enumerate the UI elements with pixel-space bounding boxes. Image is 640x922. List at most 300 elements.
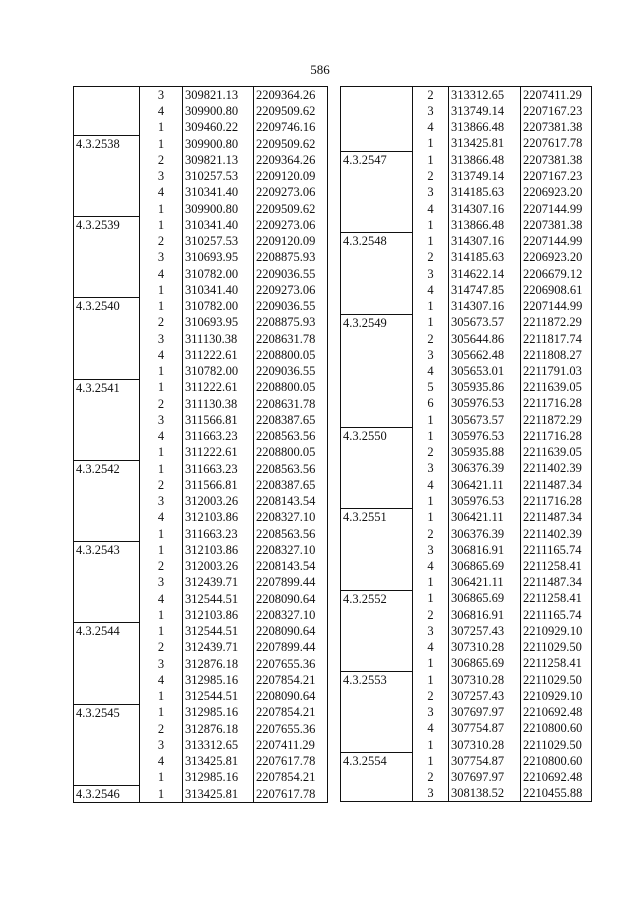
section-number-cell bbox=[74, 331, 140, 347]
point-number-cell: 4 bbox=[413, 119, 449, 135]
section-number-cell bbox=[341, 200, 413, 216]
point-number-cell: 1 bbox=[140, 135, 183, 152]
y-coordinate-cell: 2208090.64 bbox=[254, 688, 328, 704]
x-coordinate-cell: 311130.38 bbox=[183, 396, 254, 412]
table-row bbox=[341, 525, 592, 541]
section-number-cell bbox=[341, 395, 413, 411]
table-row bbox=[341, 363, 592, 379]
point-number-cell: 2 bbox=[413, 688, 449, 704]
x-coordinate-cell: 313749.14 bbox=[449, 168, 521, 184]
point-number-cell: 4 bbox=[140, 509, 183, 525]
x-coordinate-cell: 306865.69 bbox=[449, 558, 521, 574]
section-number-cell bbox=[341, 607, 413, 623]
point-number-cell: 2 bbox=[413, 168, 449, 184]
y-coordinate-cell: 2206923.20 bbox=[521, 184, 592, 200]
point-number-cell: 2 bbox=[140, 721, 183, 737]
point-number-cell: 4 bbox=[140, 753, 183, 769]
y-coordinate-cell: 2207411.29 bbox=[521, 87, 592, 104]
section-number-cell bbox=[74, 428, 140, 444]
x-coordinate-cell: 312544.51 bbox=[183, 591, 254, 607]
x-coordinate-cell: 307310.28 bbox=[449, 671, 521, 688]
x-coordinate-cell: 305976.53 bbox=[449, 428, 521, 445]
point-number-cell: 6 bbox=[413, 395, 449, 411]
table-row bbox=[74, 200, 328, 216]
point-number-cell: 3 bbox=[413, 460, 449, 476]
point-number-cell: 1 bbox=[413, 412, 449, 428]
section-number-cell bbox=[341, 737, 413, 753]
point-number-cell: 2 bbox=[413, 331, 449, 347]
table-row bbox=[341, 184, 592, 200]
section-number-cell bbox=[74, 347, 140, 363]
y-coordinate-cell: 2209509.62 bbox=[254, 200, 328, 216]
section-number-cell bbox=[341, 542, 413, 558]
point-number-cell: 3 bbox=[140, 168, 183, 184]
section-number-cell bbox=[341, 720, 413, 736]
y-coordinate-cell: 2209273.06 bbox=[254, 184, 328, 200]
y-coordinate-cell: 2207655.36 bbox=[254, 721, 328, 737]
section-number-cell: 4.3.2553 bbox=[341, 671, 413, 688]
point-number-cell: 4 bbox=[140, 672, 183, 688]
table-row bbox=[74, 379, 328, 396]
table-row bbox=[74, 493, 328, 509]
section-number-cell: 4.3.2546 bbox=[74, 785, 140, 802]
table-row bbox=[341, 460, 592, 476]
y-coordinate-cell: 2207167.23 bbox=[521, 103, 592, 119]
y-coordinate-cell: 2211791.03 bbox=[521, 363, 592, 379]
table-row bbox=[341, 639, 592, 655]
x-coordinate-cell: 310257.53 bbox=[183, 233, 254, 249]
table-row bbox=[74, 119, 328, 135]
y-coordinate-cell: 2207381.38 bbox=[521, 217, 592, 233]
table-row bbox=[74, 688, 328, 704]
table-row bbox=[341, 135, 592, 151]
y-coordinate-cell: 2208800.05 bbox=[254, 347, 328, 363]
x-coordinate-cell: 312544.51 bbox=[183, 623, 254, 640]
section-number-cell bbox=[74, 672, 140, 688]
y-coordinate-cell: 2210929.10 bbox=[521, 623, 592, 639]
table-row bbox=[74, 721, 328, 737]
point-number-cell: 2 bbox=[140, 233, 183, 249]
table-row bbox=[74, 477, 328, 493]
table-row bbox=[74, 103, 328, 119]
point-number-cell: 1 bbox=[140, 298, 183, 315]
x-coordinate-cell: 310782.00 bbox=[183, 298, 254, 315]
point-number-cell: 4 bbox=[413, 639, 449, 655]
point-number-cell: 1 bbox=[413, 590, 449, 607]
x-coordinate-cell: 311222.61 bbox=[183, 347, 254, 363]
table-row bbox=[74, 363, 328, 379]
section-number-cell bbox=[341, 688, 413, 704]
x-coordinate-cell: 307697.97 bbox=[449, 704, 521, 720]
table-row bbox=[74, 509, 328, 525]
section-number-cell bbox=[74, 574, 140, 590]
y-coordinate-cell: 2208327.10 bbox=[254, 509, 328, 525]
section-number-cell bbox=[341, 184, 413, 200]
y-coordinate-cell: 2209036.55 bbox=[254, 298, 328, 315]
point-number-cell: 4 bbox=[140, 184, 183, 200]
table-row bbox=[341, 671, 592, 688]
table-row bbox=[341, 769, 592, 785]
section-number-cell: 4.3.2549 bbox=[341, 314, 413, 331]
point-number-cell: 1 bbox=[413, 217, 449, 233]
y-coordinate-cell: 2207167.23 bbox=[521, 168, 592, 184]
point-number-cell: 1 bbox=[140, 460, 183, 477]
x-coordinate-cell: 305662.48 bbox=[449, 347, 521, 363]
y-coordinate-cell: 2208387.65 bbox=[254, 477, 328, 493]
y-coordinate-cell: 2209746.16 bbox=[254, 119, 328, 135]
point-number-cell: 3 bbox=[140, 331, 183, 347]
x-coordinate-cell: 306421.11 bbox=[449, 509, 521, 526]
y-coordinate-cell: 2209273.06 bbox=[254, 217, 328, 234]
point-number-cell: 1 bbox=[413, 135, 449, 151]
section-number-cell bbox=[74, 412, 140, 428]
point-number-cell: 1 bbox=[413, 574, 449, 590]
y-coordinate-cell: 2211029.50 bbox=[521, 671, 592, 688]
point-number-cell: 1 bbox=[140, 688, 183, 704]
section-number-cell bbox=[74, 168, 140, 184]
y-coordinate-cell: 2207381.38 bbox=[521, 119, 592, 135]
x-coordinate-cell: 307257.43 bbox=[449, 623, 521, 639]
table-row bbox=[74, 282, 328, 298]
y-coordinate-cell: 2211487.34 bbox=[521, 509, 592, 526]
table-row bbox=[341, 558, 592, 574]
y-coordinate-cell: 2207854.21 bbox=[254, 704, 328, 721]
point-number-cell: 2 bbox=[140, 639, 183, 655]
point-number-cell: 1 bbox=[140, 542, 183, 559]
point-number-cell: 1 bbox=[140, 525, 183, 541]
section-number-cell bbox=[341, 119, 413, 135]
table-row bbox=[341, 87, 592, 104]
table-row bbox=[341, 119, 592, 135]
x-coordinate-cell: 306816.91 bbox=[449, 607, 521, 623]
table-row bbox=[341, 168, 592, 184]
x-coordinate-cell: 312103.86 bbox=[183, 607, 254, 623]
section-number-cell bbox=[74, 656, 140, 672]
point-number-cell: 1 bbox=[413, 493, 449, 509]
table-row bbox=[74, 769, 328, 785]
point-number-cell: 3 bbox=[413, 704, 449, 720]
table-row bbox=[341, 152, 592, 169]
x-coordinate-cell: 310257.53 bbox=[183, 168, 254, 184]
table-row bbox=[341, 200, 592, 216]
y-coordinate-cell: 2209509.62 bbox=[254, 103, 328, 119]
table-row bbox=[341, 688, 592, 704]
table-row bbox=[341, 509, 592, 526]
table-row bbox=[74, 249, 328, 265]
section-number-cell: 4.3.2548 bbox=[341, 233, 413, 250]
table-row bbox=[341, 607, 592, 623]
point-number-cell: 1 bbox=[413, 753, 449, 770]
point-number-cell: 4 bbox=[413, 477, 449, 493]
x-coordinate-cell: 313866.48 bbox=[449, 119, 521, 135]
point-number-cell: 1 bbox=[140, 623, 183, 640]
point-number-cell: 4 bbox=[413, 363, 449, 379]
y-coordinate-cell: 2209364.26 bbox=[254, 152, 328, 168]
point-number-cell: 1 bbox=[413, 314, 449, 331]
point-number-cell: 1 bbox=[140, 217, 183, 234]
x-coordinate-cell: 307310.28 bbox=[449, 737, 521, 753]
table-row bbox=[341, 217, 592, 233]
section-number-cell bbox=[74, 753, 140, 769]
x-coordinate-cell: 314622.14 bbox=[449, 266, 521, 282]
section-number-cell: 4.3.2542 bbox=[74, 460, 140, 477]
section-number-cell bbox=[341, 623, 413, 639]
x-coordinate-cell: 312985.16 bbox=[183, 704, 254, 721]
x-coordinate-cell: 314185.63 bbox=[449, 184, 521, 200]
table-row bbox=[74, 639, 328, 655]
table-row bbox=[341, 737, 592, 753]
x-coordinate-cell: 305673.57 bbox=[449, 412, 521, 428]
y-coordinate-cell: 2208143.54 bbox=[254, 558, 328, 574]
y-coordinate-cell: 2208631.78 bbox=[254, 396, 328, 412]
table-row bbox=[341, 623, 592, 639]
point-number-cell: 2 bbox=[413, 525, 449, 541]
x-coordinate-cell: 314747.85 bbox=[449, 282, 521, 298]
x-coordinate-cell: 313749.14 bbox=[449, 103, 521, 119]
section-number-cell bbox=[341, 493, 413, 509]
y-coordinate-cell: 2211716.28 bbox=[521, 493, 592, 509]
x-coordinate-cell: 313425.81 bbox=[449, 135, 521, 151]
table-row bbox=[74, 542, 328, 559]
table-row bbox=[74, 785, 328, 802]
table-row bbox=[341, 590, 592, 607]
y-coordinate-cell: 2211872.29 bbox=[521, 314, 592, 331]
y-coordinate-cell: 2207854.21 bbox=[254, 769, 328, 785]
section-number-cell bbox=[74, 444, 140, 460]
y-coordinate-cell: 2206923.20 bbox=[521, 249, 592, 265]
section-number-cell bbox=[341, 785, 413, 802]
y-coordinate-cell: 2211258.41 bbox=[521, 590, 592, 607]
x-coordinate-cell: 309900.80 bbox=[183, 103, 254, 119]
y-coordinate-cell: 2207617.78 bbox=[254, 753, 328, 769]
point-number-cell: 1 bbox=[413, 737, 449, 753]
point-number-cell: 1 bbox=[140, 282, 183, 298]
x-coordinate-cell: 306421.11 bbox=[449, 477, 521, 493]
x-coordinate-cell: 312544.51 bbox=[183, 688, 254, 704]
point-number-cell: 3 bbox=[140, 412, 183, 428]
point-number-cell: 1 bbox=[140, 704, 183, 721]
section-number-cell bbox=[341, 331, 413, 347]
table-row bbox=[74, 525, 328, 541]
y-coordinate-cell: 2208327.10 bbox=[254, 542, 328, 559]
table-row bbox=[74, 233, 328, 249]
section-number-cell bbox=[74, 639, 140, 655]
table-row bbox=[74, 217, 328, 234]
y-coordinate-cell: 2211639.05 bbox=[521, 444, 592, 460]
section-number-cell: 4.3.2540 bbox=[74, 298, 140, 315]
x-coordinate-cell: 312876.18 bbox=[183, 656, 254, 672]
table-row bbox=[341, 785, 592, 802]
point-number-cell: 2 bbox=[413, 444, 449, 460]
section-number-cell bbox=[341, 769, 413, 785]
y-coordinate-cell: 2211487.34 bbox=[521, 477, 592, 493]
page-number: 586 bbox=[310, 62, 330, 77]
y-coordinate-cell: 2207144.99 bbox=[521, 298, 592, 314]
point-number-cell: 3 bbox=[413, 542, 449, 558]
y-coordinate-cell: 2209364.26 bbox=[254, 87, 328, 104]
table-row bbox=[341, 314, 592, 331]
section-number-cell: 4.3.2551 bbox=[341, 509, 413, 526]
table-row bbox=[74, 168, 328, 184]
table-row bbox=[74, 558, 328, 574]
table-row bbox=[74, 591, 328, 607]
x-coordinate-cell: 313312.65 bbox=[449, 87, 521, 104]
section-number-cell bbox=[341, 266, 413, 282]
table-row bbox=[341, 395, 592, 411]
x-coordinate-cell: 311663.23 bbox=[183, 460, 254, 477]
section-number-cell bbox=[74, 200, 140, 216]
x-coordinate-cell: 310782.00 bbox=[183, 266, 254, 282]
point-number-cell: 3 bbox=[413, 785, 449, 802]
section-number-cell bbox=[341, 168, 413, 184]
x-coordinate-cell: 313866.48 bbox=[449, 217, 521, 233]
y-coordinate-cell: 2209509.62 bbox=[254, 135, 328, 152]
x-coordinate-cell: 307257.43 bbox=[449, 688, 521, 704]
x-coordinate-cell: 311566.81 bbox=[183, 412, 254, 428]
y-coordinate-cell: 2210800.60 bbox=[521, 720, 592, 736]
section-number-cell bbox=[74, 607, 140, 623]
y-coordinate-cell: 2208800.05 bbox=[254, 379, 328, 396]
section-number-cell: 4.3.2544 bbox=[74, 623, 140, 640]
point-number-cell: 4 bbox=[140, 591, 183, 607]
x-coordinate-cell: 310693.95 bbox=[183, 314, 254, 330]
y-coordinate-cell: 2206679.12 bbox=[521, 266, 592, 282]
y-coordinate-cell: 2207144.99 bbox=[521, 233, 592, 250]
x-coordinate-cell: 312103.86 bbox=[183, 509, 254, 525]
y-coordinate-cell: 2208090.64 bbox=[254, 591, 328, 607]
section-number-cell bbox=[74, 282, 140, 298]
section-number-cell bbox=[74, 363, 140, 379]
section-number-cell: 4.3.2539 bbox=[74, 217, 140, 234]
y-coordinate-cell: 2207144.99 bbox=[521, 200, 592, 216]
point-number-cell: 3 bbox=[140, 87, 183, 104]
point-number-cell: 4 bbox=[140, 103, 183, 119]
x-coordinate-cell: 307754.87 bbox=[449, 753, 521, 770]
x-coordinate-cell: 305673.57 bbox=[449, 314, 521, 331]
table-row bbox=[341, 542, 592, 558]
y-coordinate-cell: 2211817.74 bbox=[521, 331, 592, 347]
y-coordinate-cell: 2211165.74 bbox=[521, 607, 592, 623]
table-row bbox=[74, 347, 328, 363]
table-row bbox=[341, 266, 592, 282]
section-number-cell: 4.3.2547 bbox=[341, 152, 413, 169]
point-number-cell: 3 bbox=[140, 574, 183, 590]
x-coordinate-cell: 307310.28 bbox=[449, 639, 521, 655]
coordinate-table-left bbox=[73, 86, 328, 803]
table-row bbox=[74, 135, 328, 152]
x-coordinate-cell: 305653.01 bbox=[449, 363, 521, 379]
table-row bbox=[341, 493, 592, 509]
x-coordinate-cell: 311222.61 bbox=[183, 379, 254, 396]
section-number-cell bbox=[74, 493, 140, 509]
point-number-cell: 2 bbox=[140, 558, 183, 574]
point-number-cell: 3 bbox=[413, 184, 449, 200]
point-number-cell: 3 bbox=[413, 623, 449, 639]
y-coordinate-cell: 2211716.28 bbox=[521, 395, 592, 411]
y-coordinate-cell: 2208631.78 bbox=[254, 331, 328, 347]
point-number-cell: 1 bbox=[140, 119, 183, 135]
y-coordinate-cell: 2208563.56 bbox=[254, 460, 328, 477]
point-number-cell: 2 bbox=[413, 249, 449, 265]
point-number-cell: 5 bbox=[413, 379, 449, 395]
point-number-cell: 4 bbox=[413, 558, 449, 574]
y-coordinate-cell: 2211716.28 bbox=[521, 428, 592, 445]
point-number-cell: 4 bbox=[413, 720, 449, 736]
y-coordinate-cell: 2208387.65 bbox=[254, 412, 328, 428]
x-coordinate-cell: 306865.69 bbox=[449, 655, 521, 671]
table-row bbox=[341, 412, 592, 428]
point-number-cell: 1 bbox=[413, 655, 449, 671]
table-row bbox=[341, 233, 592, 250]
table-row bbox=[341, 704, 592, 720]
table-row bbox=[74, 607, 328, 623]
point-number-cell: 1 bbox=[413, 671, 449, 688]
point-number-cell: 3 bbox=[413, 266, 449, 282]
x-coordinate-cell: 310341.40 bbox=[183, 184, 254, 200]
point-number-cell: 1 bbox=[413, 428, 449, 445]
y-coordinate-cell: 2208875.93 bbox=[254, 314, 328, 330]
section-number-cell bbox=[341, 135, 413, 151]
y-coordinate-cell: 2210692.48 bbox=[521, 704, 592, 720]
x-coordinate-cell: 305935.88 bbox=[449, 444, 521, 460]
point-number-cell: 1 bbox=[413, 509, 449, 526]
x-coordinate-cell: 306376.39 bbox=[449, 525, 521, 541]
point-number-cell: 2 bbox=[140, 152, 183, 168]
point-number-cell: 1 bbox=[140, 785, 183, 802]
section-number-cell bbox=[341, 460, 413, 476]
section-number-cell bbox=[74, 233, 140, 249]
table-row bbox=[341, 347, 592, 363]
table-row bbox=[74, 314, 328, 330]
x-coordinate-cell: 314307.16 bbox=[449, 233, 521, 250]
y-coordinate-cell: 2211872.29 bbox=[521, 412, 592, 428]
point-number-cell: 1 bbox=[140, 363, 183, 379]
y-coordinate-cell: 2207617.78 bbox=[254, 785, 328, 802]
point-number-cell: 3 bbox=[140, 737, 183, 753]
table-row bbox=[74, 298, 328, 315]
y-coordinate-cell: 2211258.41 bbox=[521, 655, 592, 671]
x-coordinate-cell: 305976.53 bbox=[449, 493, 521, 509]
table-row bbox=[341, 103, 592, 119]
table-row bbox=[74, 152, 328, 168]
table-row bbox=[74, 574, 328, 590]
point-number-cell: 4 bbox=[413, 200, 449, 216]
point-number-cell: 1 bbox=[413, 233, 449, 250]
section-number-cell bbox=[74, 119, 140, 135]
table-row bbox=[341, 428, 592, 445]
y-coordinate-cell: 2208563.56 bbox=[254, 525, 328, 541]
table-row bbox=[74, 460, 328, 477]
x-coordinate-cell: 309460.22 bbox=[183, 119, 254, 135]
x-coordinate-cell: 312103.86 bbox=[183, 542, 254, 559]
x-coordinate-cell: 314185.63 bbox=[449, 249, 521, 265]
x-coordinate-cell: 305644.86 bbox=[449, 331, 521, 347]
table-row bbox=[74, 412, 328, 428]
y-coordinate-cell: 2206908.61 bbox=[521, 282, 592, 298]
table-row bbox=[341, 655, 592, 671]
section-number-cell bbox=[341, 477, 413, 493]
coordinate-table-right bbox=[340, 86, 592, 802]
point-number-cell: 4 bbox=[140, 347, 183, 363]
section-number-cell bbox=[341, 347, 413, 363]
y-coordinate-cell: 2207617.78 bbox=[521, 135, 592, 151]
x-coordinate-cell: 305935.86 bbox=[449, 379, 521, 395]
section-number-cell: 4.3.2541 bbox=[74, 379, 140, 396]
x-coordinate-cell: 310341.40 bbox=[183, 217, 254, 234]
y-coordinate-cell: 2208875.93 bbox=[254, 249, 328, 265]
y-coordinate-cell: 2209120.09 bbox=[254, 233, 328, 249]
y-coordinate-cell: 2210455.88 bbox=[521, 785, 592, 802]
